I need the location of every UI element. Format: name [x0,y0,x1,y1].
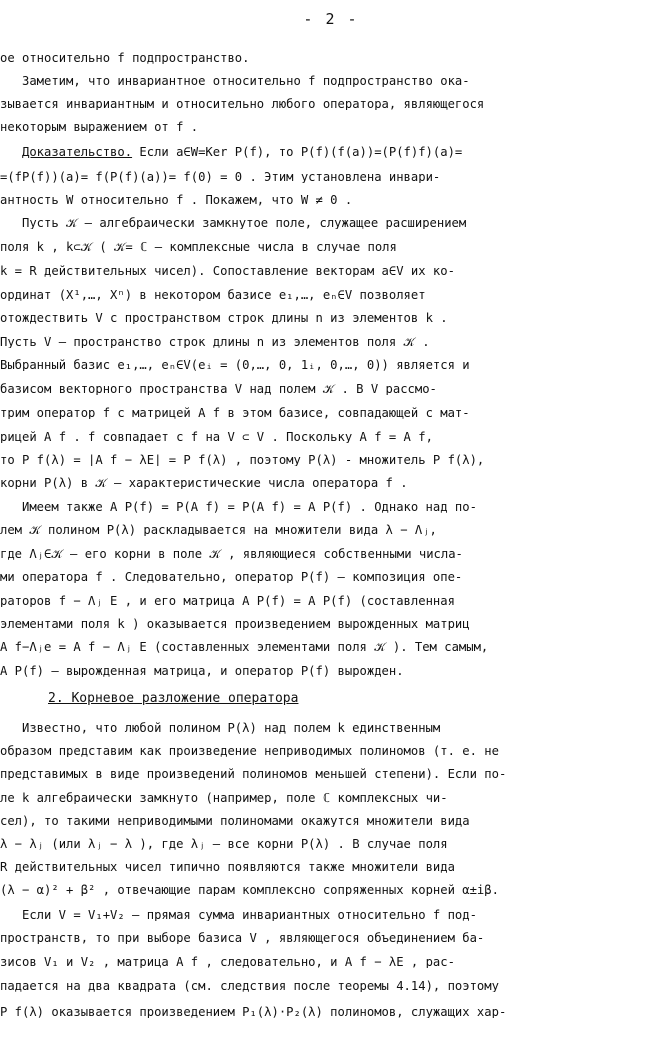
text-line: трим оператор f̃ с матрицей A_f̃ в этом базисе, совпадающей с мат- [0,407,470,420]
text-line: ое относительно f подпространство. [0,52,250,65]
text-line: Заметим, что инвариантное относительно f подпространство ока- [22,75,470,88]
text-line: отождествить V с пространством строк длины n из элементов k . [0,312,448,325]
text-line: сел), то такими неприводимыми полиномами окажутся множители вида [0,815,470,828]
text-line: корни P(λ) в 𝒦 – характеристические числа оператора f̃ . [0,477,408,490]
text-line: P_f(λ) оказывается произведением P₁(λ)·P₂(λ) полиномов, служащих хар- [0,1006,507,1019]
text-line: Пусть 𝒦 – алгебраически замкнутое поле, служащее расширением [22,217,467,230]
page-number: - 2 - [303,10,359,28]
text-line: Известно, что любой полином P(λ) над полем k единственным [22,722,441,735]
text-line: зисов V₁ и V₂ , матрица A_f , следовательно, и A_f − λE , рас- [0,956,455,969]
text-line: Если V = V₁+V₂ – прямая сумма инвариантных относительно f под- [22,909,477,922]
proof-label: Доказательство. [22,146,133,159]
text-line: представимых в виде произведений полиномов меньшей степени). Если по- [0,768,507,781]
text-line: пространств, то при выборе базиса V , являющегося объединением ба- [0,932,485,945]
text-line: λ − λⱼ (или λⱼ − λ ), где λⱼ – все корни P(λ) . В случае поля [0,838,448,851]
text-line: где Λⱼ∈𝒦 – его корни в поле 𝒦 , являющиеся собственными числа- [0,548,463,561]
text-line: k = R действительных чисел). Сопоставление векторам a∈V их ко- [0,265,455,278]
text-line: лем 𝒦 полином P(λ) раскладывается на множители вида λ − Λⱼ, [0,524,437,537]
text-line: Выбранный базис e₁,…, eₙ∈Ṽ(eᵢ = (0,…, 0, 1ᵢ, 0,…, 0)) является и [0,359,470,372]
text-line: антность W относительно f . Покажем, что W ≠ 0 . [0,194,353,207]
text-line: ординат (X¹,…, Xⁿ) в некотором базисе e₁,…, eₙ∈V позволяет [0,289,426,302]
text-line: ле k алгебраически замкнуто (например, поле ℂ комплексных чи- [0,792,448,805]
text-line: зывается инвариантным и относительно любого оператора, являющегося [0,98,485,111]
text-line: A_f̃−Λⱼe = A_f − Λⱼ E (составленных элементами поля 𝒦 ). Тем самым, [0,641,489,654]
text-line: раторов f̃ − Λⱼ E , и его матрица A_P(f̃) = A_P(f) (составленная [0,595,455,608]
text-line: R действительных чисел типично появляются также множители вида [0,861,455,874]
text-line: =(fP(f))(a)= f(P(f)(a))= f(0) = 0 . Этим установлена инвари- [0,171,441,184]
text-line: некоторым выражением от f . [0,121,199,134]
text-line: Имеем также A_P(f̃) = P(A_f̃) = P(A_f) = A_P(f) . Однако над по- [22,501,477,514]
text-line: A_P(f) – вырожденная матрица, и оператор P(f) вырожден. [0,665,404,678]
text-line: базисом векторного пространства Ṽ над полем 𝒦 . В Ṽ рассмо- [0,383,437,396]
text-line: рицей A_f . f̃ совпадает с f на V ⊂ Ṽ . Поскольку A_f̃ = A_f, [0,431,433,444]
text-line: падается на два квадрата (см. следствия после теоремы 4.14), поэтому [0,980,499,993]
text-line: ми оператора f̃ . Следовательно, оператор P(f̃) – композиция опе- [0,571,463,584]
proof-line [22,146,660,158]
text-line: Пусть Ṽ – пространство строк длины n из элементов поля 𝒦 . [0,336,430,349]
text-line: (λ − α)² + β² , отвечающие парам комплексно сопряженных корней α±iβ. [0,884,499,897]
text-line: элементами поля k ) оказывается произведением вырожденных матриц [0,618,470,631]
section-heading: 2. Корневое разложение оператора [48,692,299,705]
text-span: Если a∈W=Ker P(f), то P(f)(f(a))=(P(f)f)(a)= [132,146,463,159]
text-line: поля k , k⊂𝒦 ( 𝒦= ℂ – комплексные числа в случае поля [0,241,397,254]
text-line: то P_f̃(λ) = |A_f̃ − λE| = P_f(λ) , поэтому P(λ) - множитель P_f̃(λ), [0,454,485,467]
text-line: образом представим как произведение неприводимых полиномов (т. е. не [0,745,499,758]
